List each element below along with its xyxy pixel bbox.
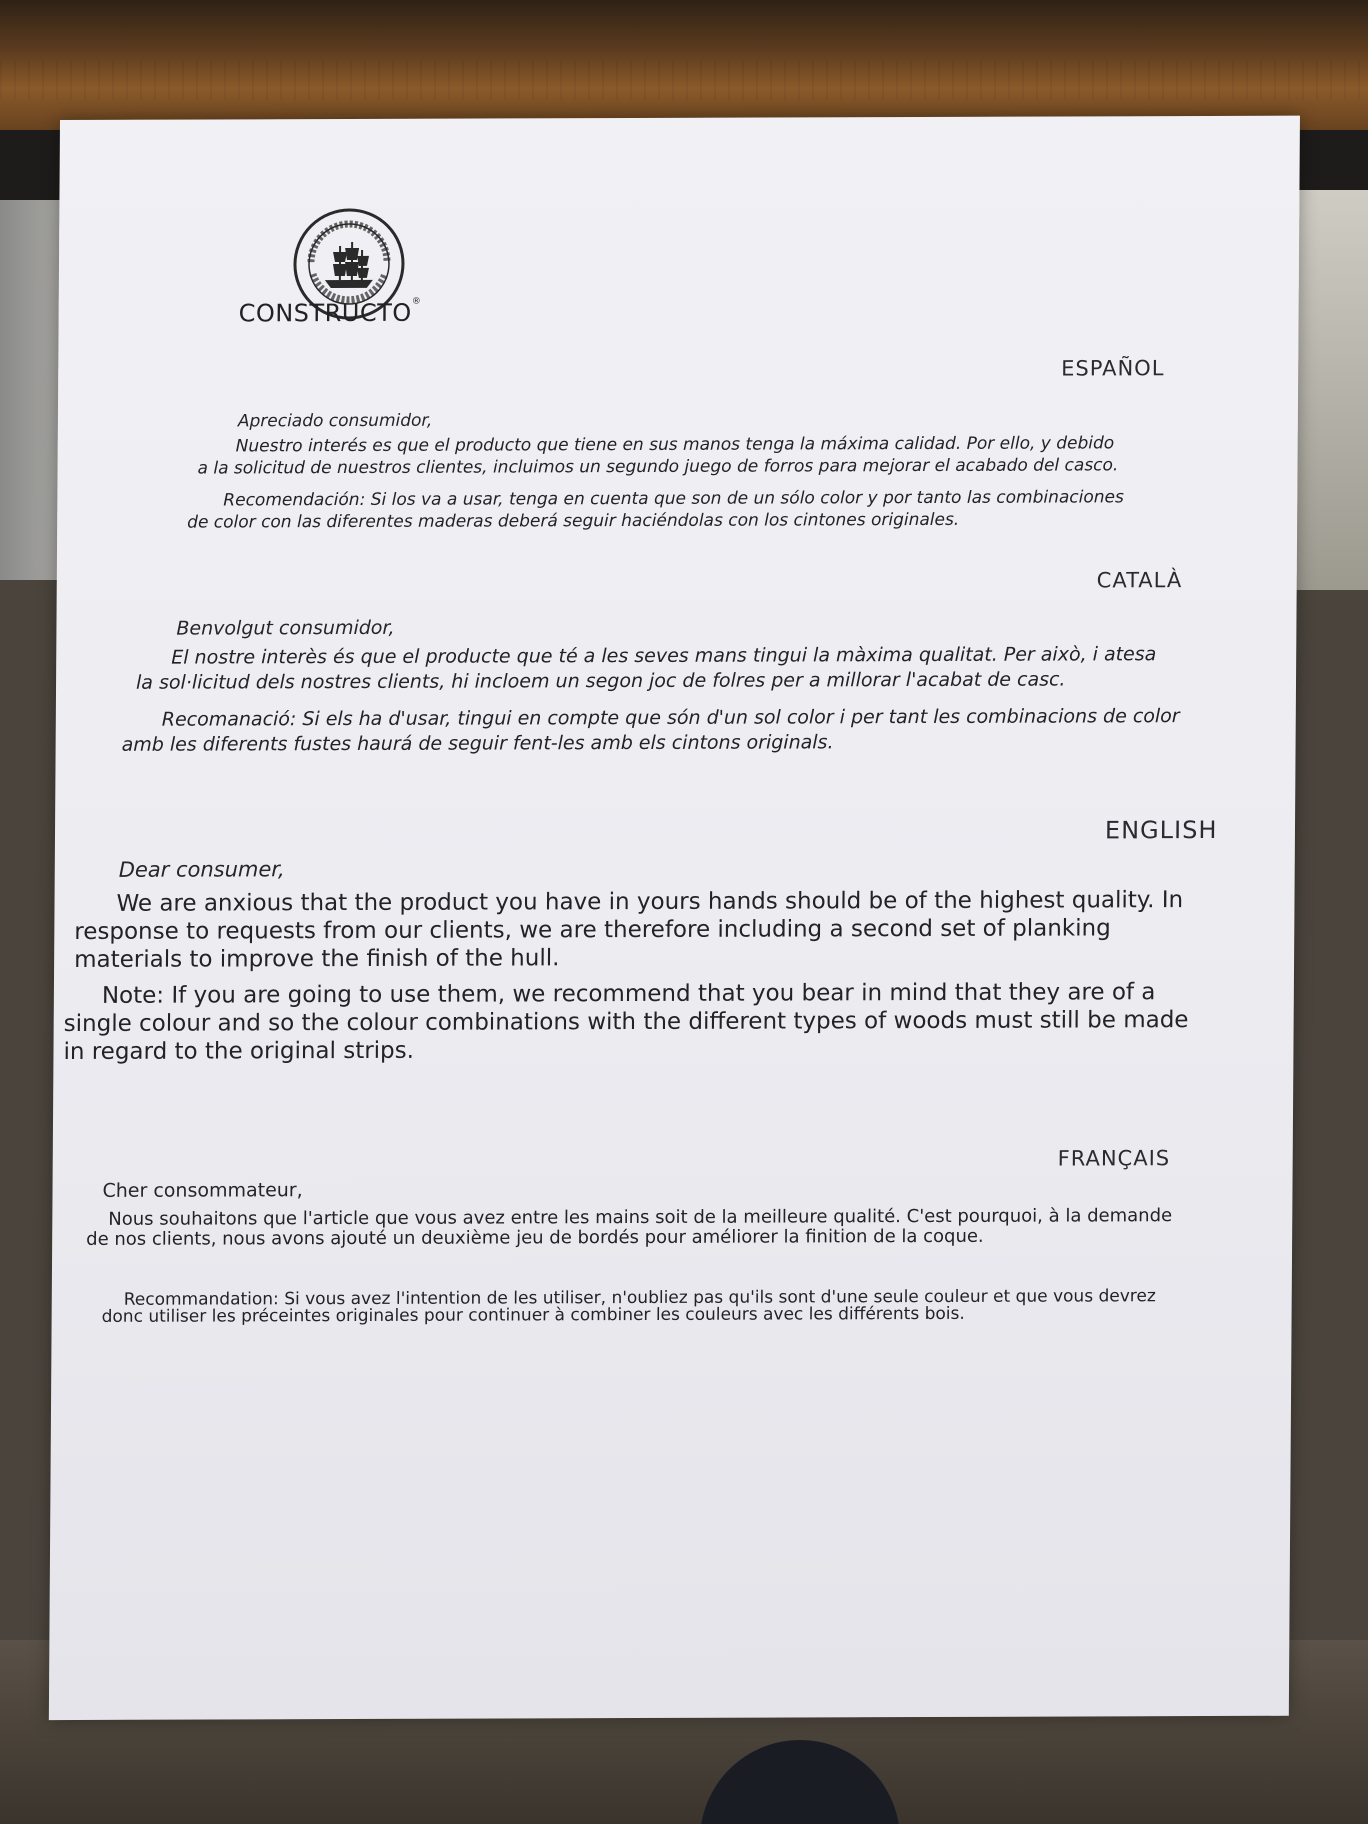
paragraph-fr-1: Nous souhaitons que l'article que vous avez entre les mains soit de la meilleure qualité. C'est pourquoi, à la demande de nos clients, nous avons ajouté un deuxième jeu de bordés pour améliorer la finition de la coque. xyxy=(86,1205,1173,1250)
paragraph-en-1: We are anxious that the product you have in yours hands should be of the highest quality. In response to requests from our clients, we are therefore including a second set of planking materials to improve the finish of the hull. xyxy=(74,887,1184,973)
paragraph-fr-2: Recommandation: Si vous avez l'intention de les utiliser, n'oubliez pas qu'ils sont d'une seule couleur et que vous devrez donc utiliser les préceintes originales pour continuer à combiner les couleurs avec les différents bois. xyxy=(101,1286,1156,1327)
paragraph-en-2: Note: If you are going to use them, we recommend that you bear in mind that they are of a single colour and so the colour combinations with the different types of woods must still be made in regard to the original strips. xyxy=(63,979,1189,1066)
language-heading-es: ESPAÑOL xyxy=(1061,356,1165,381)
greeting-fr: Cher consommateur, xyxy=(102,1179,303,1202)
paragraph-ca-1: El nostre interès és que el producte que té a les seves mans tingui la màxima qualitat. Per això, i atesa la sol·licitud dels nostres clients, hi incloem un segon joc de folres per a millorar l'acabat de casc. xyxy=(135,643,1157,694)
greeting-es: Apreciado consumidor, xyxy=(237,410,433,432)
paragraph-es-1: Nuestro interés es que el producto que tiene en sus manos tenga la máxima calidad. Por ello, y debido a la solicitud de nuestros clientes, incluimos un segundo juego de forros para mejorar el acabado del casco. xyxy=(197,433,1119,479)
wood-grain xyxy=(0,60,1368,100)
greeting-en: Dear consumer, xyxy=(118,857,285,882)
paragraph-ca-2: Recomanació: Si els ha d'usar, tingui en compte que són d'un sol color i per tant les combinacions de color amb les diferents fustes haurá de seguir fent-les amb els cintons originals. xyxy=(121,705,1180,756)
brand-name: CONSTRUCTO® xyxy=(238,296,422,328)
greeting-ca: Benvolgut consumidor, xyxy=(176,616,395,640)
language-heading-fr: FRANÇAIS xyxy=(1057,1146,1171,1171)
instruction-sheet xyxy=(49,116,1300,1720)
language-heading-ca: CATALÀ xyxy=(1096,568,1183,593)
language-heading-en: ENGLISH xyxy=(1104,815,1218,845)
paragraph-es-2: Recomendación: Si los va a usar, tenga en cuenta que son de un sólo color y por tanto las combinaciones de color con las diferentes maderas deberá seguir haciéndolas con los cintones originales. xyxy=(187,487,1124,533)
ship-icon xyxy=(325,242,373,288)
